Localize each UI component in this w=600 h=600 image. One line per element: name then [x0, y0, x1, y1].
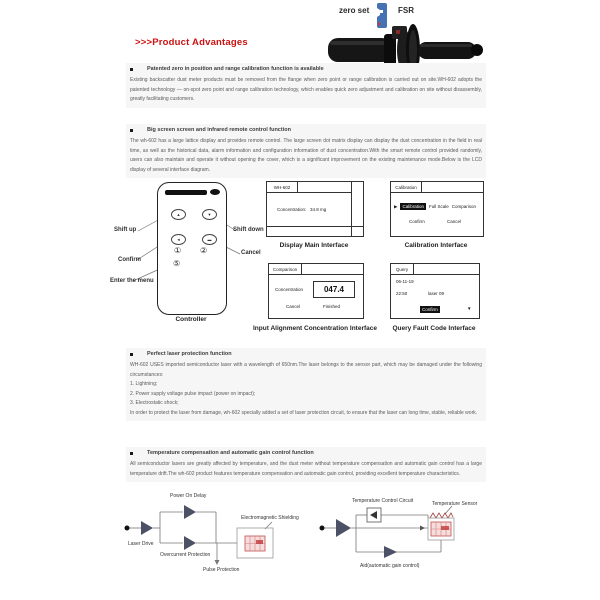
display-main-interface — [266, 181, 364, 237]
screen-tab: WH-602 — [267, 182, 298, 193]
shift-up-icon: ▲ — [176, 212, 181, 217]
section-body: The wh-602 has a large lattice display and provides remote control. The large screen dot matrix display can display the dust concentration in the field in real time, as well as the historical data, alarm information and configuration information of dust concentration.With the smart remote control provided randomly, users can also maintain and operate it without opening the cover, which is a significant improvement on the existing maintenance mode.Below is the LCD display of several interface diagram. — [130, 138, 482, 173]
right-column — [351, 182, 364, 226]
pulse-arrow-icon — [215, 560, 220, 565]
laser-drive-amp-icon — [141, 521, 153, 535]
bullet-icon — [130, 68, 133, 71]
bullet-icon — [130, 353, 133, 356]
query-fault-interface — [390, 263, 480, 319]
calibration-menu — [394, 203, 476, 210]
temp-sensor-coil-icon — [430, 513, 453, 518]
overcurrent-amp-icon — [184, 536, 196, 550]
concentration-field-label: Concentration — [275, 287, 304, 292]
section-heading: Temperature compensation and automatic gain control function — [147, 450, 314, 456]
screen-tab: Query — [391, 264, 414, 275]
power-on-delay-label: Power On Delay — [170, 493, 207, 499]
input-alignment-interface — [268, 263, 364, 319]
overcurrent-label: Overcurrent Protection — [160, 552, 211, 558]
list-item: 1. Lightning; — [130, 381, 158, 387]
laser-drive-label: Laser Drive — [128, 541, 154, 547]
flow-arrow-icon — [420, 526, 425, 531]
confirm-chip: Confirm — [422, 307, 438, 312]
cancel-option: Cancel — [286, 304, 301, 309]
button-1: ① — [174, 246, 182, 255]
section-heading: Patented zero in position and range calibration function is available — [147, 66, 324, 72]
shift-down-label: Shift down — [233, 227, 264, 233]
pulse-protection-label: Pulse Protection — [203, 567, 240, 573]
scroll-down-icon: ▼ — [467, 306, 472, 311]
section-body: All semiconductor lasers are greatly affected by temperature, and the dust meter without temperature compensation and automatic gain control has a large temperature drift.The wh-602 product features temperature compensation and automatic gain control, providing excellent temperature characteristics. — [130, 461, 482, 477]
list-item: 2. Power supply voltage pulse impact (power on impact); — [130, 390, 256, 397]
concentration-label: Concentration: — [277, 207, 307, 212]
header-line — [421, 182, 483, 193]
power-on-delay-amp-icon — [184, 505, 196, 519]
concentration-value-field: 047.4 — [313, 281, 355, 298]
menu-item-calibration: Calibration — [402, 204, 424, 209]
ir-emitter-bar — [165, 190, 207, 195]
fault-code: laser 09 — [428, 291, 445, 296]
section-body: WH-602 USES imported semiconductor laser with a wavelength of 650nm.The laser belongs to the sensor part, which may be damaged under the following circumstances: — [130, 362, 482, 378]
query-fault-caption: Query Fault Code Interface — [392, 325, 476, 332]
fault-date: 06-11-19 — [396, 279, 414, 284]
fault-time: 22:50 — [396, 291, 408, 296]
agc-label: Aid(automatic gain control) — [360, 563, 420, 569]
header-line — [301, 264, 363, 275]
menu-pointer-icon: ▶ — [394, 203, 398, 209]
finished-option: Finished — [323, 304, 341, 309]
laser-component-icon — [431, 522, 451, 536]
list-item: 3. Electrostatic shock; — [130, 400, 179, 406]
confirm-option: Confirm — [409, 219, 425, 224]
screen-tab: Calibration — [391, 182, 422, 193]
button-2: ② — [200, 246, 208, 255]
confirm-icon: ◄ — [176, 237, 181, 242]
bottom-row — [267, 226, 351, 237]
menu-item-comparison: Comparison — [451, 204, 477, 209]
cancel-button — [202, 234, 217, 245]
section-heading: Perfect laser protection function — [147, 351, 232, 357]
main-amp-icon — [336, 519, 351, 537]
temp-control-label: Temperature Control Circuit — [352, 498, 414, 504]
temp-sensor-label: Temperature Sensor — [432, 501, 478, 507]
bullet-icon — [130, 452, 133, 455]
header-line — [297, 182, 351, 193]
input-node-icon — [125, 526, 130, 531]
cancel-label: Cancel — [241, 250, 261, 256]
header-line — [413, 264, 479, 275]
shift-up-button — [171, 209, 186, 220]
calibration-caption: Calibration Interface — [404, 242, 468, 249]
confirm-label: Confirm — [118, 257, 141, 263]
section-laser-protection — [126, 348, 486, 421]
screen-tab: Comparison — [269, 264, 302, 275]
input-alignment-caption: Input Alignment Concentration Interface — [253, 325, 377, 332]
bottom-right-cell — [351, 226, 364, 237]
page-title: >>>Product Advantages — [135, 37, 248, 48]
button-5: ⑤ — [173, 259, 181, 268]
laser-component-icon — [245, 536, 265, 551]
zero-set-label: zero set — [339, 6, 370, 15]
section-big-screen — [126, 124, 486, 178]
agc-amp-icon — [384, 546, 397, 558]
shift-down-button — [202, 209, 217, 220]
controller-caption: Controller — [175, 316, 207, 323]
concentration-value: 34.8 mg — [310, 207, 327, 212]
shift-down-icon: ▼ — [207, 212, 212, 217]
menu-item-full-scale: Full Scale — [428, 204, 449, 209]
shift-up-label: Shift up — [114, 227, 137, 233]
confirm-button — [171, 234, 186, 245]
concentration-readout — [277, 207, 326, 212]
cancel-option: Cancel — [447, 219, 462, 224]
section-temperature-compensation — [126, 447, 486, 482]
remote-controller — [157, 182, 227, 315]
bullet-icon — [130, 129, 133, 132]
section-heading: Big screen screen and infrared remote control function — [147, 127, 291, 133]
section-footer: In order to protect the laser from damage, wh-602 specially added a set of laser protection circuit, to ensure that the laser can long time, stable, reliable work. — [130, 409, 478, 416]
fsr-label: FSR — [398, 6, 414, 15]
shielding-label: Electromagnetic Shielding — [241, 515, 299, 521]
section-patented-zero — [126, 63, 486, 108]
section-body: Existing backscatter dust meter products must be removed from the flange when zero point or range calibration is carried out on site.WH-602 adopts the patented technology — on-spot zero point and range calibration technology, which enables quick zero adjustment and calibration on site without disassembly, greatly facilitating customers. — [130, 77, 482, 102]
input-node-icon — [320, 526, 325, 531]
power-led-icon — [210, 189, 220, 195]
enter-menu-label: Enter the menu — [110, 278, 154, 284]
calibration-interface — [390, 181, 484, 237]
cancel-icon: ▬ — [207, 237, 212, 242]
display-main-caption: Display Main Interface — [279, 242, 349, 249]
